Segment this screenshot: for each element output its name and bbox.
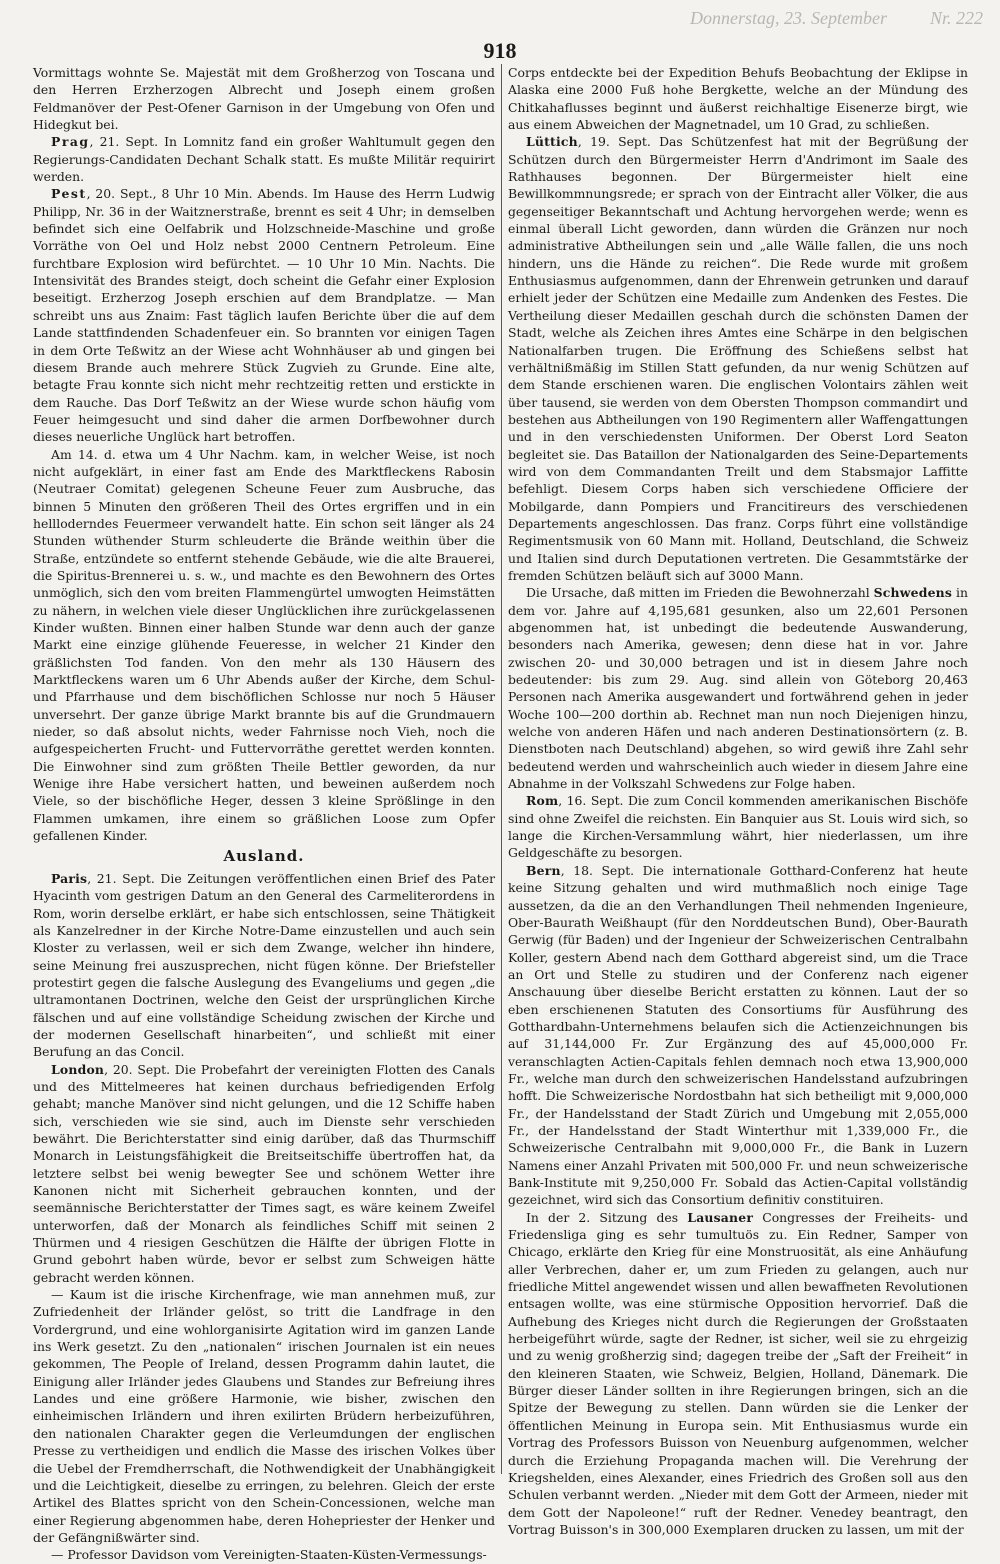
dateline-place: London: [51, 1061, 105, 1077]
faint-header-issue: Nr. 222: [930, 8, 984, 28]
article-paragraph: Paris, 21. Sept. Die Zeitungen veröffentlichen einen Brief des Pater Hyacinth vom gestrigen Datum an den General des Carmeliterordens in Rom, worin derselbe erklärt, er habe sich entschlossen, seine Thätigkeit als Kanzelredner in der Kirche Notre-Dame einzustellen und auch sein Kloster zu verlassen, weil er sich dem Zwange, welcher ihn hindere, seine Meinung frei auszusprechen, nicht fügen könne. Der Briefsteller protestirt gegen die falsche Auslegung des Evangeliums und gegen „die ultramontanen Doctrinen, welche den Geist der ursprünglichen Kirche fälschen und auf eine vollständige Scheidung zwischen der Kirche und der modernen Gesellschaft hinarbeiten“, und schließt mit einer Berufung an das Concil.: [33, 870, 495, 1060]
article-paragraph: Am 14. d. etwa um 4 Uhr Nachm. kam, in welcher Weise, ist noch nicht aufgeklärt, in einer fast am Ende des Marktfleckens Rabosin (Neutraer Comitat) gelegenen Scheune Feuer zum Ausbruche, das binnen 5 Minuten den größeren Theil des Ortes ergriffen und in ein hellloderndes Feuermeer verwandelt hatte. Ein schon seit länger als 24 Stunden wüthender Sturm schleuderte die Brände weithin über die Straße, entzündete so entfernt stehende Gebäude, wie die alte Brauerei, die Spiritus-Brennerei u. s. w., und machte es den Bewohnern des Ortes unmöglich, sich den vom breiten Flammengürtel umwogten Heimstätten zu nähern, in welchen viele dieser Unglücklichen ihre zurückgelassenen Kinder wußten. Binnen einer halben Stunde war denn auch der ganze Markt eine einzige glühende Feueresse, in welcher 21 Kinder den gräßlichsten Tod fanden. Von den mehr als 130 Häusern des Marktfleckens waren um 6 Uhr Abends außer der Kirche, dem Schul- und Pfarrhause und dem bischöflichen Schlosse nur noch 5 Häuser unversehrt. Der ganze übrige Markt brannte bis auf die Grundmauern nieder, so daß absolut nichts, weder Fahrnisse noch Vieh, noch die aufgespeicherten Frucht- und Futtervorräthe gerettet werden konnten. Die Einwohner sind zum größten Theile Bettler geworden, da nur Wenige ihre Habe versichert hatten, und beweinen außerdem noch Viele, so der bischöfliche Heger, dessen 3 kleine Sprößlinge in den Flammen umkamen, ihre einem so gräßlichen Loose zum Opfer gefallenen Kinder.: [33, 446, 495, 844]
section-heading: Ausland.: [223, 847, 305, 866]
article-paragraph: London, 20. Sept. Die Probefahrt der vereinigten Flotten des Canals und des Mittelmeeres hat keinen durchaus befriedigenden Erfolg gehabt; manche Manöver sind nicht gelungen, und die 12 Schiffe haben sich, verschieden wie sie sind, auch im Dienste sehr verschieden bewährt. Die Berichterstatter sind einig darüber, daß das Thurmschiff Monarch in Leistungsfähigkeit die Breitseitschiffe übertroffen hat, da letztere selbst bei wenig bewegter See und schönem Wetter ihre Kanonen nicht mit Sicherheit gebrauchen konnten, und der seemännische Berichterstatter der Times sagt, es wäre keinem Zweifel unterworfen, daß der Monarch als feindliches Schiff mit seinen 2 Thürmen und 4 riesigen Geschützen die Hälfte der übrigen Flotte in Grund gebohrt haben würde, bevor er selbst zum Schweigen hätte gebracht werden können.: [33, 1061, 495, 1285]
article-paragraph: Corps entdeckte bei der Expedition Behufs Beobachtung der Eklipse in Alaska eine 2000 Fuß hohe Bergkette, welche an der Mündung des Chitkahaflusses beginnt und äußerst reichhaltige Eisenerze birgt, wie aus einem Abweichen der Magnetnadel, um 10 Grad, zu schließen.: [508, 65, 968, 133]
dateline-place: Schwedens: [873, 585, 953, 601]
dateline-place: Prag: [51, 134, 90, 150]
article-paragraph: Bern, 18. Sept. Die internationale Gotthard-Conferenz hat heute keine Sitzung gehalten und wird muthmaßlich noch einige Tage aussetzen, da die an den Verhandlungen Theil nehmenden Ingenieure, Ober-Baurath Weißhaupt (für den Norddeutschen Bund), Ober-Baurath Gerwig (für Baden) und der Ingenieur der Schweizerischen Centralbahn Koller, gestern Abend nach dem Gotthard abgereist sind, um die Trace an Ort und Stelle zu studiren und der Conferenz nach eigener Anschauung über dieselbe Bericht erstatten zu können. Laut der so eben erschienenen Statuten des Consortiums für Ausführung des Gotthardbahn-Unternehmens belaufen sich die Actienzeichnungen bis auf 31,144,000 Fr. Zur Ergänzung des auf 45,000,000 Fr. veranschlagten Actien-Capitals fehlen demnach noch etwa 13,900,000 Fr., welche man durch den schweizerischen Handelsstand aufzubringen hofft. Die Schweizerische Nordostbahn hat sich betheiligt mit 9,000,000 Fr., der Handelsstand der Stadt Zürich und Umgebung mit 2,055,000 Fr., der Handelsstand der Stadt Winterthur mit 1,339,000 Fr., die Schweizerische Centralbahn mit 9,000,000 Fr., die Bank in Luzern Namens einer Anzahl Privaten mit 500,000 Fr. und neun schweizerische Bank-Institute mit 9,250,000 Fr. Sobald das Actien-Capital vollständig gezeichnet, wird sich das Consortium definitiv constituiren.: [508, 862, 968, 1208]
column-divider: [501, 64, 502, 1474]
article-paragraph: Vormittags wohnte Se. Majestät mit dem Großherzog von Toscana und den Herren Erzherzogen Albrecht und Joseph einem großen Feldmanöver der Pest-Ofener Garnison in der Umgebung von Ofen und Hidegkut bei.: [33, 65, 495, 133]
faint-header-date: Donnerstag, 23. September: [690, 8, 887, 28]
dateline-place: Bern: [526, 862, 561, 878]
right-column: [508, 64, 969, 1537]
article-paragraph: Lüttich, 19. Sept. Das Schützenfest hat mit der Begrüßung der Schützen durch den Bürgermeister Herrn d'Andrimont im Saale des Rathhauses begonnen. Der Bürgermeister hielt eine Bewillkommnungsrede; er sprach von der Eintracht aller Völker, die aus gegenseitiger Bekanntschaft und Achtung hervorgehen werde; wenn es einmal überall Licht geworden, dann würden die Gränzen nur noch administrative Abtheilungen sein und „alle Wälle fallen, die uns noch hindern, uns die Hände zu reichen“. Die Rede wurde mit großem Enthusiasmus aufgenommen, dann der Ehrenwein getrunken und darauf erhielt jeder der Schützen eine Medaille zum Andenken des Festes. Die Vertheilung dieser Medaillen geschah durch die schönsten Damen der Stadt, welche als Zeichen ihres Amtes eine Schärpe in den belgischen Nationalfarben trugen. Die Eröffnung des Schießens selbst hat verhältnißmäßig im Stillen Statt gefunden, da nur wenig Schützen auf dem Stande erschienen waren. Die englischen Volontairs zählen weit über tausend, sie werden von dem Obersten Thompson commandirt und bestehen aus Abtheilungen von 190 Regimentern aller Waffengattungen und in den verschiedensten Uniformen. Der Oberst Lord Seaton begleitet sie. Das Bataillon der Nationalgarden des Seine-Departements wird von dem Commandanten Treilt und dem Stabsmajor Laffitte befehligt. Diesem Corps haben sich verschiedene Officiere der Mobilgarde, dann Pompiers und Francitireurs des verschiedenen Departements angeschlossen. Das franz. Corps führt eine vollständige Regimentsmusik von 60 Mann mit. Holland, Deutschland, die Schweiz und Italien sind durch Deputationen vertreten. Die Gesammtstärke der fremden Schützen beläuft sich auf 3000 Mann.: [508, 134, 968, 583]
dateline-place: Paris: [51, 870, 88, 886]
article-paragraph: — Kaum ist die irische Kirchenfrage, wie man annehmen muß, zur Zufriedenheit der Irländer gelöst, so tritt die Landfrage in den Vordergrund, und eine wohlorganisirte Agitation wird im ganzen Lande ins Werk gesetzt. Zu den „nationalen“ irischen Journalen ist ein neues gekommen, The People of Ireland, dessen Programm dahin lautet, die Einigung aller Irländer jedes Glaubens und Standes zur Befreiung ihres Landes und eine größere Harmonie, wie bisher, zwischen den einheimischen Irländern und ihren exilirten Brüdern herbeizuführen, den nationalen Charakter gegen die Verleumdungen der englischen Presse zu vertheidigen und endlich die Masse des irischen Volkes über die Uebel der Fremdherrschaft, die Nothwendigkeit der Unabhängigkeit und die Leichtigkeit, dieselbe zu erringen, zu belehren. Gleich der erste Artikel des Blattes spricht von den Schein-Concessionen, welche man einer Regierung abgenommen habe, deren Hohepriester der Henker und der Gefängnißwärter sind.: [33, 1287, 495, 1545]
page-number: 918: [483, 38, 517, 63]
dateline-place: Pest: [51, 186, 87, 202]
page-header: [0, 0, 1000, 62]
article-paragraph: Rom, 16. Sept. Die zum Concil kommenden amerikanischen Bischöfe sind ohne Zweifel die reichsten. Ein Banquier aus St. Louis wird sich, so lange die Kirchen-Versammlung währt, hier niederlassen, um ihre Geldgeschäfte zu besorgen.: [508, 793, 968, 861]
dateline-place: Lausaner: [687, 1209, 754, 1225]
article-paragraph: In der 2. Sitzung des Lausaner Congresses der Freiheits- und Friedensliga ging es sehr tumultuös zu. Ein Redner, Samper von Chicago, erklärte den Krieg für eine Monstruosität, als eine Anhäufung aller Verbrechen, daher er, um zum Frieden zu gelangen, auch nur friedliche Mittel angewendet wissen und allen bewaffneten Revolutionen entsagen wollte, was eine stürmische Opposition hervorrief. Daß die Aufhebung des Krieges nicht durch die Regierungen der Großstaaten herbeigeführt würde, sagte der Redner, ist sicher, weil sie zu ehrgeizig und zu wenig großherzig sind; dagegen treibe der „Saft der Freiheit“ in den kleineren Staaten, wie Schweiz, Belgien, Holland, Dänemark. Die Bürger dieser Länder sollten in ihre Regierungen bringen, sich an die Spitze der Bewegung zu stellen. Dann würden sie die Lenker der öffentlichen Meinung in Europa sein. Mit Enthusiasmus wurde ein Vortrag des Professors Buisson von Neuenburg aufgenommen, welcher durch die Erziehung Propaganda machen will. Die Verehrung der Kriegshelden, eines Alexander, eines Friedrich des Großen soll aus den Schulen verbannt werden. „Nieder mit dem Gott der Armeen, nieder mit dem Gott der Napoleone!“ ruft der Redner. Venedey beantragt, den Vortrag Buisson's in 300,000 Exemplaren drucken zu lassen, um mit der: [508, 1209, 969, 1537]
left-column: [33, 64, 495, 1563]
article-paragraph: Pest, 20. Sept., 8 Uhr 10 Min. Abends. Im Hause des Herrn Ludwig Philipp, Nr. 36 in der Waitznerstraße, brennt es seit 4 Uhr; in demselben befindet sich eine Oelfabrik und Holzschneide-Maschine und große Vorräthe von Oel und Holz nebst 2000 Centnern Petroleum. Eine furchtbare Explosion wird befürchtet. — 10 Uhr 10 Min. Nachts. Die Intensivität des Brandes steigt, doch scheint die Gefahr einer Explosion beseitigt. Erzherzog Joseph erschien auf dem Brandplatze. — Man schreibt uns aus Znaim: Fast täglich laufen Berichte über die auf dem Lande stattfindenden Schadenfeuer ein. So brannten vor einigen Tagen in dem Orte Teßwitz an der Wiese acht Wohnhäuser ab und gingen bei diesem Brande auch mehrere Stück Zugvieh zu Grunde. Eine alte, betagte Frau konnte sich nicht mehr rechtzeitig retten und erstickte in dem Rauche. Das Dorf Teßwitz an der Wiese wurde schon häufig vom Feuer heimgesucht und sind daher die armen Dorfbewohner durch dieses neuerliche Unglück hart betroffen.: [33, 186, 495, 445]
article-paragraph: Die Ursache, daß mitten im Frieden die Bewohnerzahl Schwedens in dem vor. Jahre auf 4,195,681 gesunken, also um 22,601 Personen abgenommen hat, ist unbedingt die bedeutende Auswanderung, besonders nach Amerika, gewesen; denn diese hat in vor. Jahre zwischen 20- und 30,000 betragen und ist in diesem Jahre noch bedeutender: bis zum 29. Aug. sind allein von Göteborg 20,463 Personen nach Amerika ausgewandert und fortwährend gehen in jeder Woche 100—200 dorthin ab. Rechnet man nun noch Diejenigen hinzu, welche von anderen Häfen und nach anderen Destinationsörtern (z. B. Dienstboten nach Deutschland) abgehen, so wird gewiß ihre Zahl sehr bedeutend werden und wahrscheinlich auch wieder in diesem Jahre eine Abnahme in der Volkszahl Schwedens zur Folge haben.: [508, 585, 968, 792]
dateline-place: Rom: [526, 793, 559, 809]
article-paragraph: Prag, 21. Sept. In Lomnitz fand ein großer Wahltumult gegen den Regierungs-Candidaten Dechant Schalk statt. Es mußte Militär requirirt werden.: [33, 134, 495, 185]
dateline-place: Lüttich: [526, 134, 578, 150]
article-paragraph: — Professor Davidson vom Vereinigten-Staaten-Küsten-Vermessungs-: [51, 1547, 487, 1563]
